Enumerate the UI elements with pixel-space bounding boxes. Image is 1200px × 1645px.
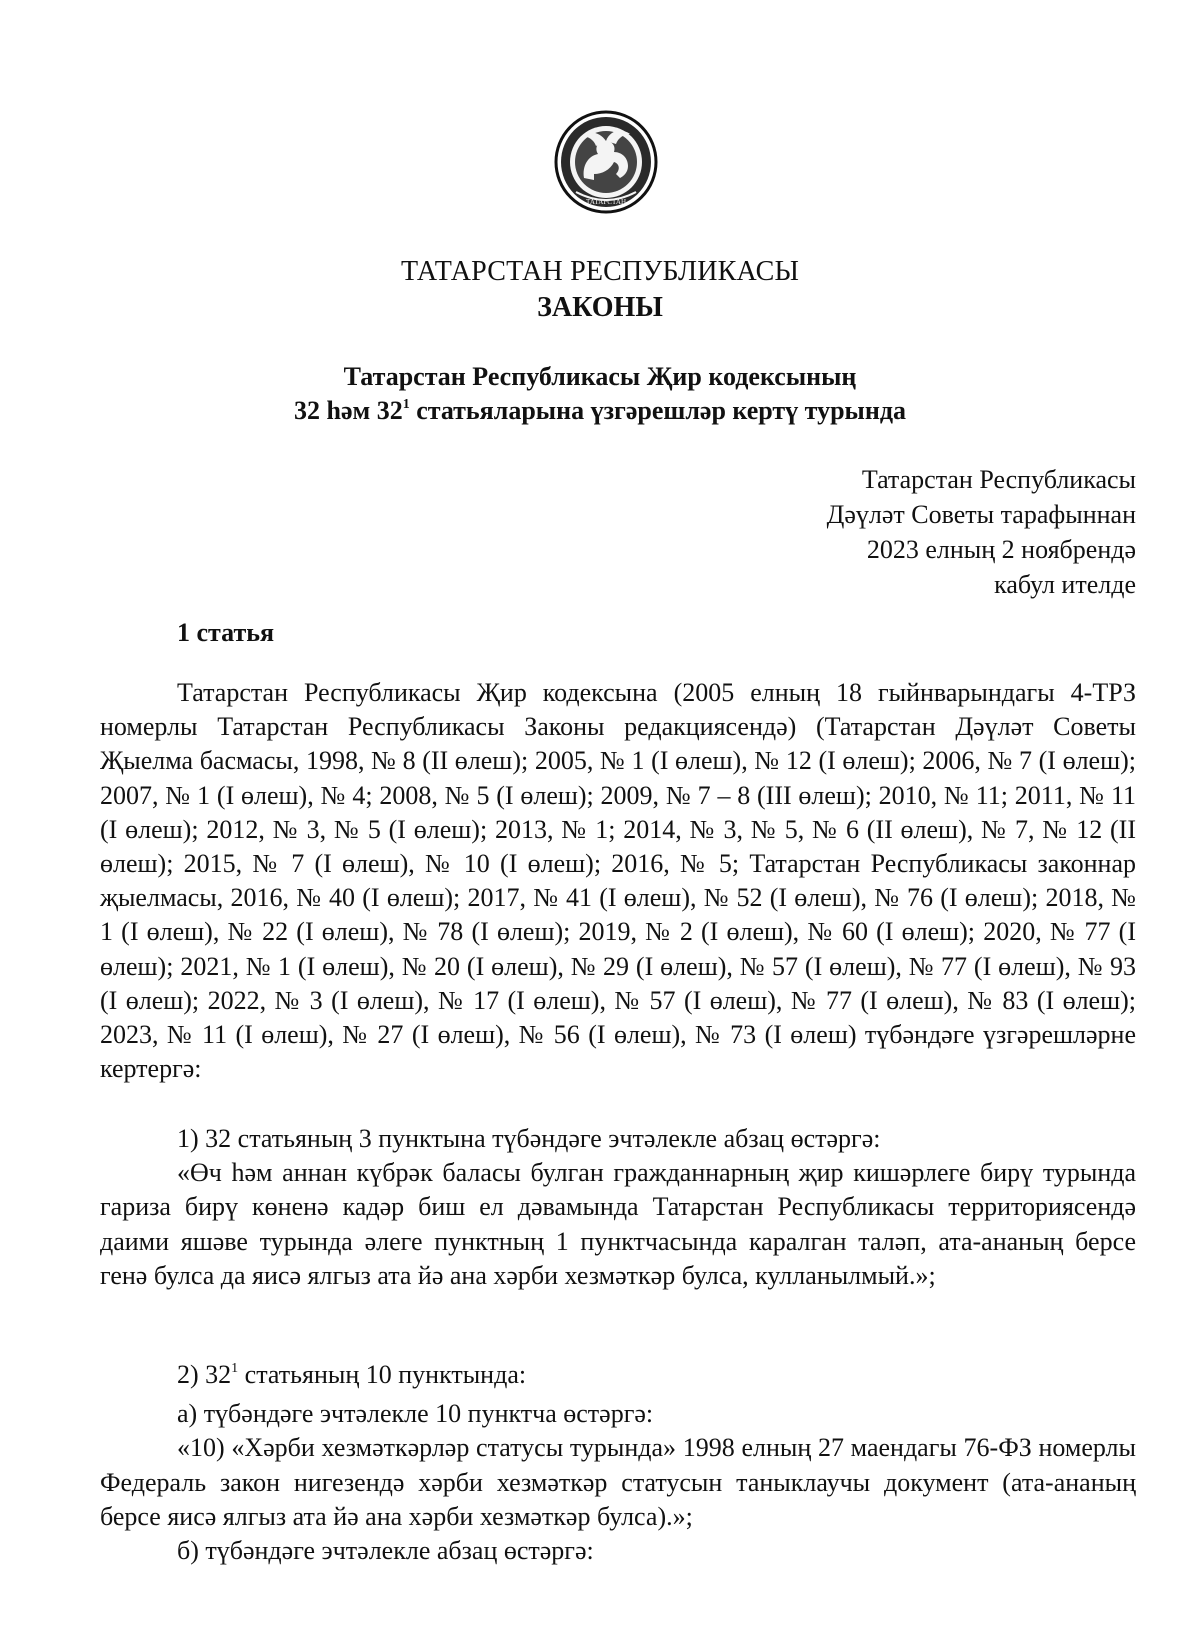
item-2-a-text: «10) «Хәрби хезмәткәрләр статусы турында» 1998 елның 27 маендагы 76-ФЗ номерлы Федераль закон нигезендә хәрби хезмәткәр статусын таныклаучы документ (ата-ананың берсе яисә ялгыз ата йә ана хәрби хезмәткәр булса).»; [100, 1433, 1136, 1531]
law-title-line-2 [0, 396, 1200, 426]
adoption-line-3: 2023 елның 2 ноябрендә [866, 535, 1136, 564]
coat-of-arms-emblem [554, 108, 658, 216]
adoption-line-4: кабул ителде [994, 570, 1136, 599]
tatarstan-coat-of-arms-icon [554, 108, 658, 216]
law-heading: ЗАКОНЫ [537, 292, 663, 323]
item-1-block [100, 1122, 1136, 1293]
item-2-a: а) түбәндәге эчтәлекле 10 пунктча өстәргә: [177, 1399, 654, 1429]
item-2-b: б) түбәндәге эчтәлекле абзац өстәргә: [177, 1536, 594, 1566]
article-title: 1 статья [177, 618, 275, 647]
adoption-line-1: Татарстан Республикасы [861, 465, 1136, 494]
law-title-line-1: Татарстан Республикасы Җир кодексының [343, 362, 857, 391]
item-2-heading-prefix: 2) 32 [177, 1360, 232, 1389]
item-2-heading [100, 1358, 1136, 1397]
item-2-heading-suffix: статьяның 10 пунктында: [238, 1360, 527, 1389]
emblem-ring-text: ТАТАРСТАН [585, 198, 627, 206]
republic-heading: ТАТАРСТАН РЕСПУБЛИКАСЫ [400, 256, 800, 287]
item-2-block [100, 1358, 1136, 1568]
title-line-2-suffix: статьяларына үзгәрешләр кертү турында [409, 396, 906, 425]
article-intro-paragraph: Татарстан Республикасы Җир кодексына (2005 елның 18 гыйнварындагы 4-ТРЗ номерлы Татарстан Республикасы Законы редакциясендә) (Татарстан Дәүләт Советы Җыелма басмасы, 1998, № 8 (II өлеш); 2005, № 1 (I өлеш), № 12 (I өлеш); 2006, № 7 (I өлеш); 2007, № 1 (I өлеш), № 4; 2008, № 5 (I өлеш); 2009, № 7 – 8 (III өлеш); 2010, № 11; 2011, № 11 (I өлеш); 2012, № 3, № 5 (I өлеш); 2013, № 1; 2014, № 3, № 5, № 6 (II өлеш), № 7, № 12 (II өлеш); 2015, № 7 (I өлеш), № 10 (I өлеш); 2016, № 5; Татарстан Республикасы законнар җыелмасы, 2016, № 40 (I өлеш); 2017, № 41 (I өлеш), № 52 (I өлеш), № 76 (I өлеш); 2018, № 1 (I өлеш), № 22 (I өлеш), № 78 (I өлеш); 2019, № 2 (I өлеш), № 60 (I өлеш); 2020, № 77 (I өлеш); 2021, № 1 (I өлеш), № 20 (I өлеш), № 29 (I өлеш), № 57 (I өлеш), № 77 (I өлеш), № 93 (I өлеш); 2022, № 3 (I өлеш), № 17 (I өлеш), № 57 (I өлеш), № 77 (I өлеш), № 83 (I өлеш); 2023, № 11 (I өлеш), № 27 (I өлеш), № 56 (I өлеш), № 73 (I өлеш) түбәндәге үзгәрешләрне кертергә: [100, 678, 1136, 1084]
title-superscript: 1 [402, 397, 410, 412]
item-1-text: «Өч һәм аннан күбрәк баласы булган гражданнарның җир кишәрлеге бирү турында гариза бирү көненә кадәр биш ел дәвамында Татарстан Республикасы территориясендә даими яшәве турында әлеге пунктның 1 пунктчасында каралган таләп, ата-ананың берсе генә булса да яисә ялгыз ата йә ана хәрби хезмәткәр булса, кулланылмый.»; [100, 1158, 1136, 1290]
adoption-note [827, 462, 1136, 602]
title-line-2-prefix: 32 һәм 32 [293, 396, 403, 425]
item-2-superscript: 1 [231, 1361, 239, 1376]
adoption-line-2: Дәүләт Советы тарафыннан [826, 500, 1136, 529]
item-1-heading: 1) 32 статьяның 3 пунктына түбәндәге эчтәлекле абзац өстәргә: [177, 1124, 881, 1153]
